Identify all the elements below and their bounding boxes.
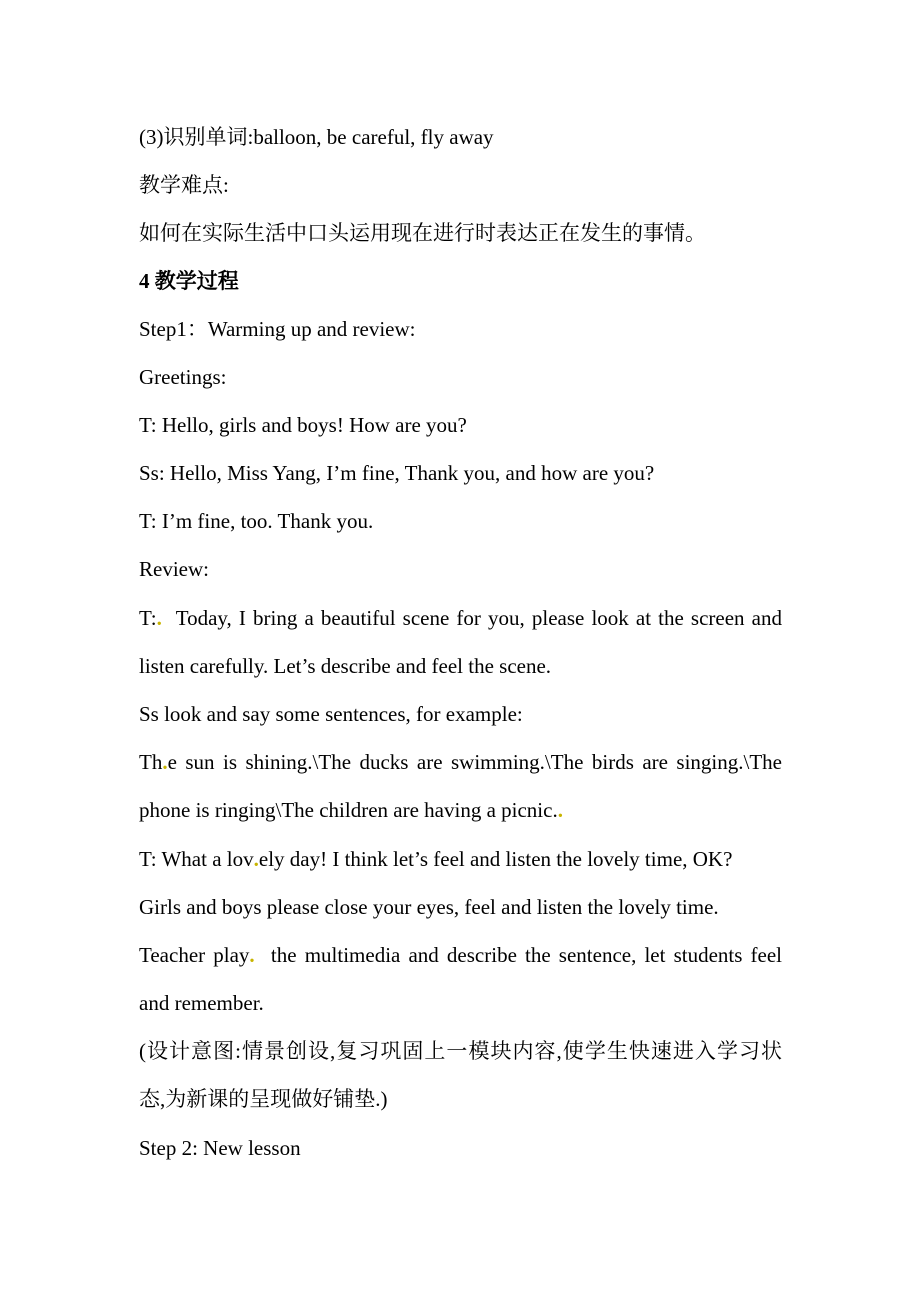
design-intent-line: (设计意图:情景创设,复习巩固上一模块内容,使学生快速进入学习状 <box>139 1039 782 1063</box>
paragraph-line: Girls and boys please close your eyes, feel and listen the lovely time. <box>139 895 719 919</box>
step2-heading: Step 2: New lesson <box>139 1136 301 1160</box>
section-heading-teaching-process: 4 教学过程 <box>139 269 239 293</box>
greetings-label: Greetings: <box>139 365 227 389</box>
paragraph-line <box>139 605 782 631</box>
text-segment: phone is ringing\The children are having a picnic. <box>139 798 558 822</box>
dialogue-line: Ss: Hello, Miss Yang, I’m fine, Thank you, and how are you? <box>139 461 655 485</box>
text-segment: ely day! I think let’s feel and listen the lovely time, OK? <box>258 847 733 871</box>
example-sentences-line <box>139 797 782 823</box>
annotation-mark: . <box>253 847 259 871</box>
dialogue-line <box>139 846 782 872</box>
paragraph-line: and remember. <box>139 991 264 1015</box>
annotation-mark: . <box>557 798 563 822</box>
text-segment: Teacher play <box>139 943 250 967</box>
annotation-mark: . <box>156 606 162 630</box>
paragraph-line: listen carefully. Let’s describe and feel the scene. <box>139 654 552 678</box>
text-segment: e sun is shining.\The ducks are swimming.\The birds are singing.\The <box>167 750 782 774</box>
vocabulary-line: (3)识别单词:balloon, be careful, fly away <box>139 125 494 149</box>
example-sentences-line <box>139 749 782 775</box>
dialogue-line: T: Hello, girls and boys! How are you? <box>139 413 467 437</box>
dialogue-line: T: I’m fine, too. Thank you. <box>139 509 374 533</box>
review-label: Review: <box>139 557 209 581</box>
text-segment: T: <box>139 606 157 630</box>
teaching-difficulty-text: 如何在实际生活中口头运用现在进行时表达正在发生的事情。 <box>139 221 706 245</box>
design-intent-line: 态,为新课的呈现做好铺垫.) <box>139 1087 388 1111</box>
text-segment: T: What a lov <box>139 847 254 871</box>
text-segment: Today, I bring a beautiful scene for you, please look at the screen and <box>161 606 782 630</box>
teaching-difficulty-label: 教学难点: <box>139 173 229 197</box>
paragraph-line: Ss look and say some sentences, for example: <box>139 702 523 726</box>
annotation-mark: . <box>162 750 168 774</box>
step1-heading: Step1：Warming up and review: <box>139 317 416 341</box>
paragraph-line <box>139 942 782 968</box>
text-segment: Th <box>139 750 163 774</box>
annotation-mark: . <box>249 943 255 967</box>
text-segment: the multimedia and describe the sentence, let students feel <box>254 943 782 967</box>
